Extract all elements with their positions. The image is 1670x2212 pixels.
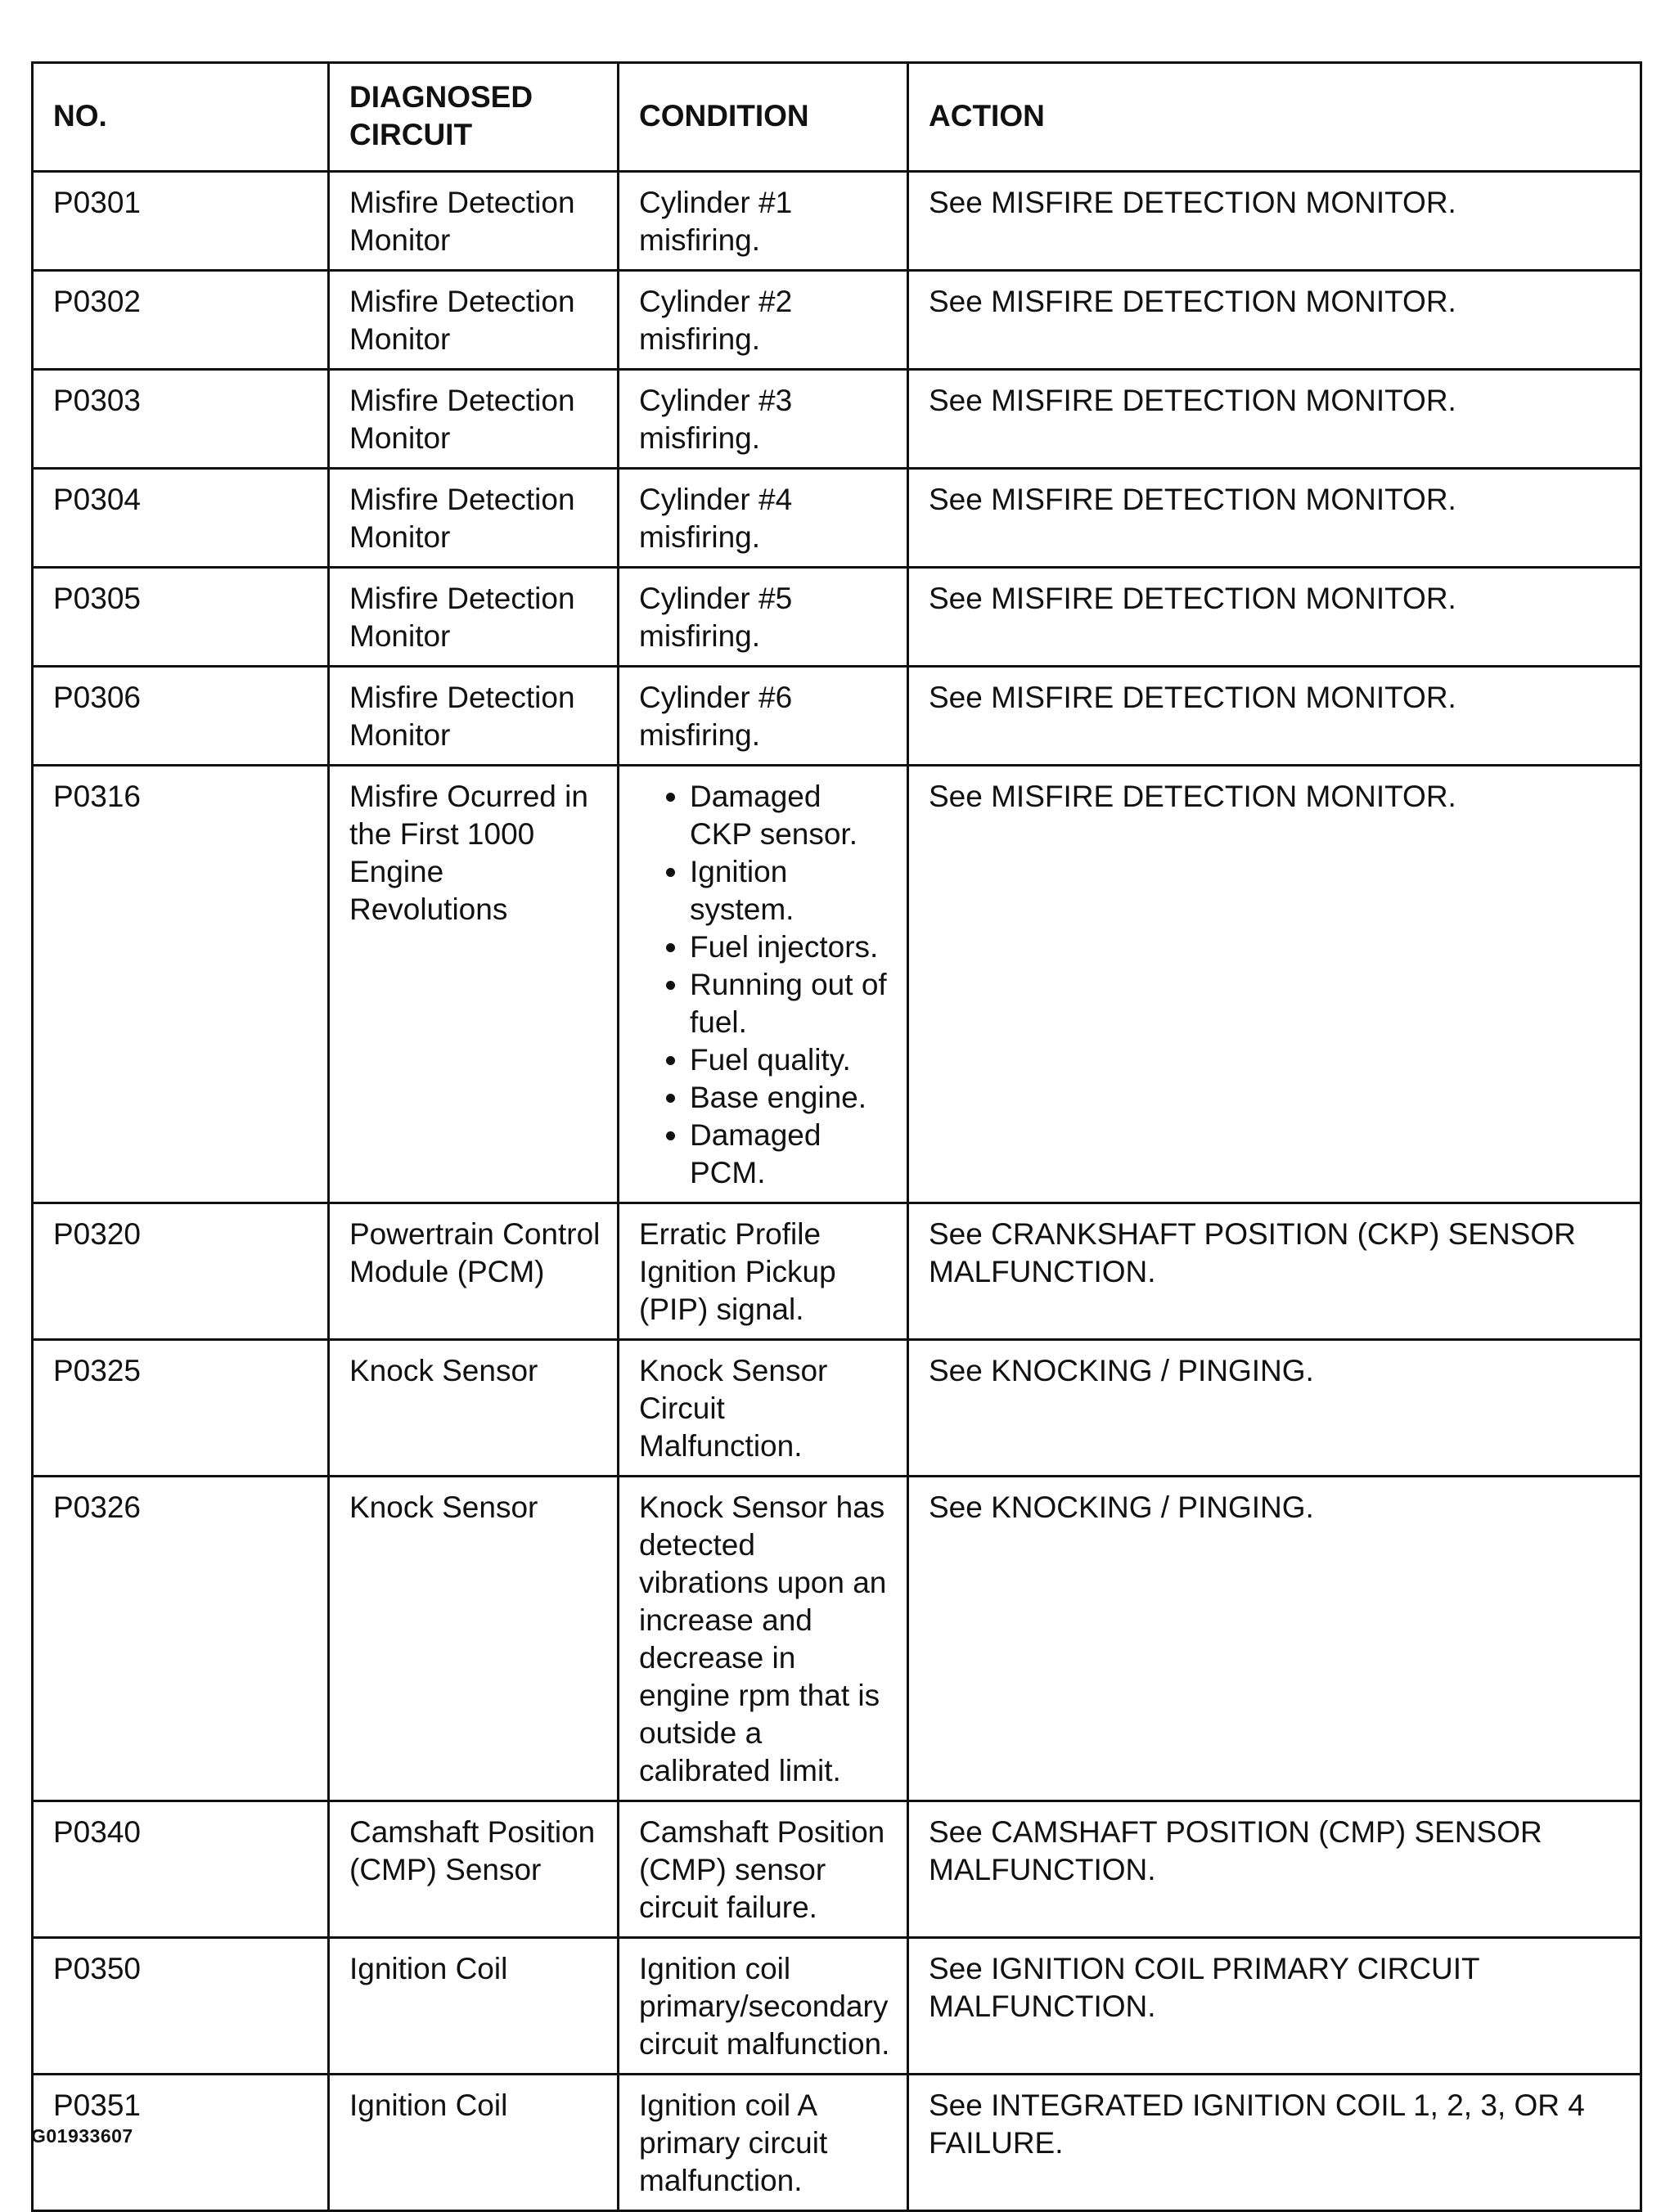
header-no: NO. xyxy=(33,63,329,172)
cell-condition: Knock Sensor Circuit Malfunction. xyxy=(619,1340,908,1477)
cell-circuit: Ignition Coil xyxy=(329,1938,619,2075)
table-row xyxy=(33,1801,1641,1938)
cell-no: P0301 xyxy=(33,172,329,271)
table-row xyxy=(33,2075,1641,2211)
header-circuit: DIAGNOSED CIRCUIT xyxy=(329,63,619,172)
cell-no: P0306 xyxy=(33,667,329,766)
cell-circuit: Powertrain Control Module (PCM) xyxy=(329,1203,619,1340)
table-row xyxy=(33,1203,1641,1340)
cell-circuit: Misfire Detection Monitor xyxy=(329,469,619,568)
cell-condition: Cylinder #1 misfiring. xyxy=(619,172,908,271)
cell-action: See MISFIRE DETECTION MONITOR. xyxy=(908,172,1641,271)
cell-action: See CAMSHAFT POSITION (CMP) SENSOR MALFUNCTION. xyxy=(908,1801,1641,1938)
condition-list-item: • Running out of fuel. xyxy=(690,966,890,1041)
condition-list-item: • Damaged CKP sensor. xyxy=(690,778,890,853)
table-row xyxy=(33,1477,1641,1801)
cell-circuit: Camshaft Position (CMP) Sensor xyxy=(329,1801,619,1938)
cell-action: See MISFIRE DETECTION MONITOR. xyxy=(908,568,1641,667)
condition-list-item: • Damaged PCM. xyxy=(690,1117,890,1192)
cell-circuit: Misfire Detection Monitor xyxy=(329,568,619,667)
cell-circuit: Misfire Detection Monitor xyxy=(329,370,619,469)
cell-action: See KNOCKING / PINGING. xyxy=(908,1477,1641,1801)
cell-action: See MISFIRE DETECTION MONITOR. xyxy=(908,370,1641,469)
condition-list-item: • Ignition system. xyxy=(690,853,890,928)
cell-circuit: Misfire Detection Monitor xyxy=(329,172,619,271)
cell-condition: Cylinder #3 misfiring. xyxy=(619,370,908,469)
cell-no: P0302 xyxy=(33,271,329,370)
cell-no: P0326 xyxy=(33,1477,329,1801)
cell-condition xyxy=(619,766,908,1203)
cell-condition: Cylinder #2 misfiring. xyxy=(619,271,908,370)
cell-circuit: Knock Sensor xyxy=(329,1477,619,1801)
cell-condition: Ignition coil primary/secondary circuit malfunction. xyxy=(619,1938,908,2075)
cell-no: P0303 xyxy=(33,370,329,469)
cell-no: P0305 xyxy=(33,568,329,667)
cell-circuit: Misfire Detection Monitor xyxy=(329,667,619,766)
cell-no: P0320 xyxy=(33,1203,329,1340)
cell-action: See CRANKSHAFT POSITION (CKP) SENSOR MALFUNCTION. xyxy=(908,1203,1641,1340)
cell-action: See KNOCKING / PINGING. xyxy=(908,1340,1641,1477)
dtc-table xyxy=(31,61,1642,2212)
cell-no: P0304 xyxy=(33,469,329,568)
cell-action: See MISFIRE DETECTION MONITOR. xyxy=(908,766,1641,1203)
cell-no: P0351 xyxy=(33,2075,329,2211)
cell-condition: Knock Sensor has detected vibrations upon an increase and decrease in engine rpm that is outside a calibrated limit. xyxy=(619,1477,908,1801)
condition-list xyxy=(639,778,890,1192)
cell-action: See IGNITION COIL PRIMARY CIRCUIT MALFUNCTION. xyxy=(908,1938,1641,2075)
table-row xyxy=(33,370,1641,469)
cell-action: See MISFIRE DETECTION MONITOR. xyxy=(908,271,1641,370)
cell-condition: Cylinder #5 misfiring. xyxy=(619,568,908,667)
header-row xyxy=(33,63,1641,172)
cell-circuit: Misfire Ocurred in the First 1000 Engine Revolutions xyxy=(329,766,619,1203)
header-condition: CONDITION xyxy=(619,63,908,172)
table-row xyxy=(33,172,1641,271)
cell-condition: Erratic Profile Ignition Pickup (PIP) signal. xyxy=(619,1203,908,1340)
table-row xyxy=(33,667,1641,766)
condition-list-item: • Base engine. xyxy=(690,1079,890,1117)
cell-condition: Cylinder #4 misfiring. xyxy=(619,469,908,568)
table-row xyxy=(33,271,1641,370)
cell-circuit: Misfire Detection Monitor xyxy=(329,271,619,370)
cell-no: P0325 xyxy=(33,1340,329,1477)
cell-circuit: Knock Sensor xyxy=(329,1340,619,1477)
cell-no: P0316 xyxy=(33,766,329,1203)
cell-condition: Camshaft Position (CMP) sensor circuit failure. xyxy=(619,1801,908,1938)
condition-list-item: • Fuel injectors. xyxy=(690,928,890,966)
condition-list-item: • Fuel quality. xyxy=(690,1041,890,1079)
table-row xyxy=(33,766,1641,1203)
table-row xyxy=(33,1938,1641,2075)
cell-action: See MISFIRE DETECTION MONITOR. xyxy=(908,469,1641,568)
cell-action: See MISFIRE DETECTION MONITOR. xyxy=(908,667,1641,766)
cell-no: P0340 xyxy=(33,1801,329,1938)
table-row xyxy=(33,1340,1641,1477)
cell-condition: Ignition coil A primary circuit malfunction. xyxy=(619,2075,908,2211)
header-action: ACTION xyxy=(908,63,1641,172)
cell-circuit: Ignition Coil xyxy=(329,2075,619,2211)
cell-action: See INTEGRATED IGNITION COIL 1, 2, 3, OR 4 FAILURE. xyxy=(908,2075,1641,2211)
cell-condition: Cylinder #6 misfiring. xyxy=(619,667,908,766)
figure-id: G01933607 xyxy=(31,2125,133,2147)
table-row xyxy=(33,568,1641,667)
cell-no: P0350 xyxy=(33,1938,329,2075)
table-row xyxy=(33,469,1641,568)
